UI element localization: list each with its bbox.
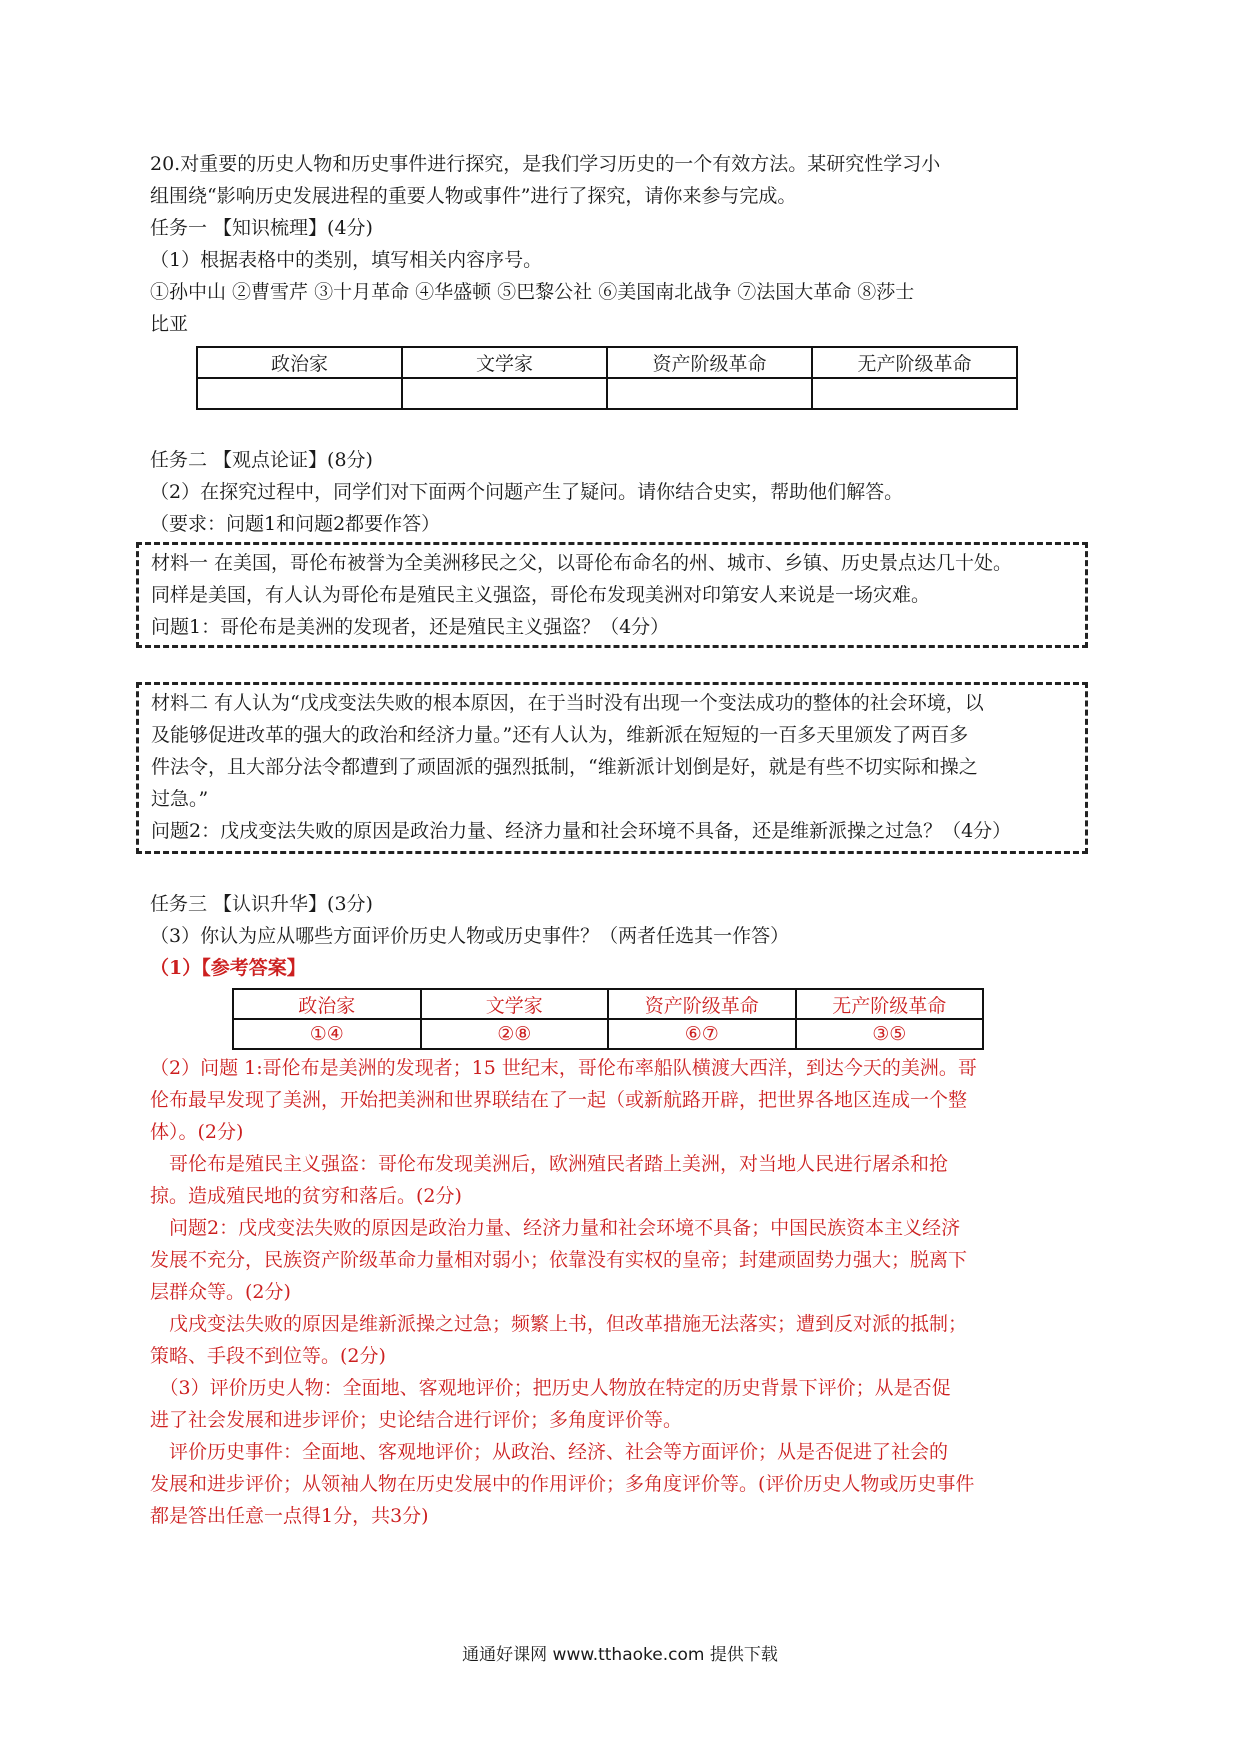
material-two-line: 及能够促进改革的强大的政治和经济力量。”还有人认为，维新派在短短的一百多天里颁发了两百多 xyxy=(151,724,969,746)
task2-title: 任务二 【观点论证】(8分) xyxy=(150,449,373,471)
options-list: ①孙中山 ②曹雪芹 ③十月革命 ④华盛顿 ⑤巴黎公社 ⑥美国南北战争 ⑦法国大革命 ⑧莎士 xyxy=(150,281,915,303)
table-header: 资产阶级革命 xyxy=(607,347,812,378)
task2-question: （2）在探究过程中，同学们对下面两个问题产生了疑问。请你结合史实，帮助他们解答。 xyxy=(150,481,904,503)
options-list-cont: 比亚 xyxy=(150,313,189,335)
question-intro-cont: 组围绕“影响历史发展进程的重要人物或事件”进行了探究，请你来参与完成。 xyxy=(150,185,797,207)
answer-table-value: ②⑧ xyxy=(421,1019,609,1049)
answer-line: 戊戌变法失败的原因是维新派操之过急；频繁上书，但改革措施无法落实；遭到反对派的抵制； xyxy=(150,1313,968,1335)
answer-line: 发展和进步评价；从领袖人物在历史发展中的作用评价；多角度评价等。(评价历史人物或历史事件 xyxy=(150,1473,975,1495)
material-one-line: 同样是美国，有人认为哥伦布是殖民主义强盗，哥伦布发现美洲对印第安人来说是一场灾难。 xyxy=(151,584,931,606)
answer-table-value: ③⑤ xyxy=(796,1019,984,1049)
answer-line: 进了社会发展和进步评价；史论结合进行评价；多角度评价等。 xyxy=(150,1409,683,1431)
task3-title: 任务三 【认识升华】(3分) xyxy=(150,893,373,915)
answer-label: （1）【参考答案】 xyxy=(150,957,306,979)
material-one-question: 问题1：哥伦布是美洲的发现者，还是殖民主义强盗？（4分） xyxy=(151,616,670,638)
answer-table xyxy=(232,988,984,1050)
answer-cell[interactable] xyxy=(197,378,402,409)
material-two-line: 材料二 有人认为“戊戌变法失败的根本原因，在于当时没有出现一个变法成功的整体的社会环境，以 xyxy=(151,692,984,714)
question-intro: 20.对重要的历史人物和历史事件进行探究，是我们学习历史的一个有效方法。某研究性学习小 xyxy=(150,153,941,175)
task2-requirement: （要求：问题1和问题2都要作答） xyxy=(150,513,441,535)
category-table xyxy=(196,346,1018,410)
material-one-line: 材料一 在美国，哥伦布被誉为全美洲移民之父，以哥伦布命名的州、城市、乡镇、历史景点达几十处。 xyxy=(151,552,1013,574)
answer-line: 体）。(2分) xyxy=(150,1121,244,1143)
answer-line: （3）评价历史人物：全面地、客观地评价；把历史人物放在特定的历史背景下评价；从是否促 xyxy=(150,1377,951,1399)
material-two-line: 过急。” xyxy=(151,788,209,810)
answer-cell[interactable] xyxy=(607,378,812,409)
material-two-question: 问题2：戊戌变法失败的原因是政治力量、经济力量和社会环境不具备，还是维新派操之过急？（4分） xyxy=(151,820,1012,842)
answer-line: 层群众等。(2分) xyxy=(150,1281,291,1303)
material-one-box xyxy=(136,542,1088,648)
answer-table-header: 文学家 xyxy=(421,989,609,1019)
answer-line: 策略、手段不到位等。(2分) xyxy=(150,1345,386,1367)
answer-line: 发展不充分，民族资产阶级革命力量相对弱小；依靠没有实权的皇帝；封建顽固势力强大；脱离下 xyxy=(150,1249,968,1271)
answer-line: 评价历史事件：全面地、客观地评价；从政治、经济、社会等方面评价；从是否促进了社会的 xyxy=(150,1441,949,1463)
task1-question: （1）根据表格中的类别，填写相关内容序号。 xyxy=(150,249,543,271)
answer-table-value: ①④ xyxy=(233,1019,421,1049)
answer-cell[interactable] xyxy=(812,378,1017,409)
task1-title: 任务一 【知识梳理】(4分) xyxy=(150,217,373,239)
answer-line: 问题2：戊戌变法失败的原因是政治力量、经济力量和社会环境不具备；中国民族资本主义经济 xyxy=(150,1217,961,1239)
answer-line: 哥伦布是殖民主义强盗：哥伦布发现美洲后，欧洲殖民者踏上美洲，对当地人民进行屠杀和抢 xyxy=(150,1153,949,1175)
table-header: 文学家 xyxy=(402,347,607,378)
answer-table-value: ⑥⑦ xyxy=(608,1019,796,1049)
answer-line: 都是答出任意一点得1分，共3分) xyxy=(150,1505,429,1527)
page-footer: 通通好课网 www.tthaoke.com 提供下载 xyxy=(462,1645,778,1665)
answer-table-header: 政治家 xyxy=(233,989,421,1019)
answer-line: 伦布最早发现了美洲，开始把美洲和世界联结在了一起（或新航路开辟，把世界各地区连成一个整 xyxy=(150,1089,968,1111)
answer-line: （2）问题 1:哥伦布是美洲的发现者；15 世纪末，哥伦布率船队横渡大西洋，到达今天的美洲。哥 xyxy=(150,1057,977,1079)
answer-line: 掠。造成殖民地的贫穷和落后。(2分) xyxy=(150,1185,462,1207)
material-two-box xyxy=(136,682,1088,854)
answer-table-header: 无产阶级革命 xyxy=(796,989,984,1019)
table-header: 政治家 xyxy=(197,347,402,378)
answer-cell[interactable] xyxy=(402,378,607,409)
material-two-line: 件法令，且大部分法令都遭到了顽固派的强烈抵制，“维新派计划倒是好，就是有些不切实际和操之 xyxy=(151,756,978,778)
answer-table-header: 资产阶级革命 xyxy=(608,989,796,1019)
task3-question: （3）你认为应从哪些方面评价历史人物或历史事件？（两者任选其一作答） xyxy=(150,925,790,947)
table-header: 无产阶级革命 xyxy=(812,347,1017,378)
